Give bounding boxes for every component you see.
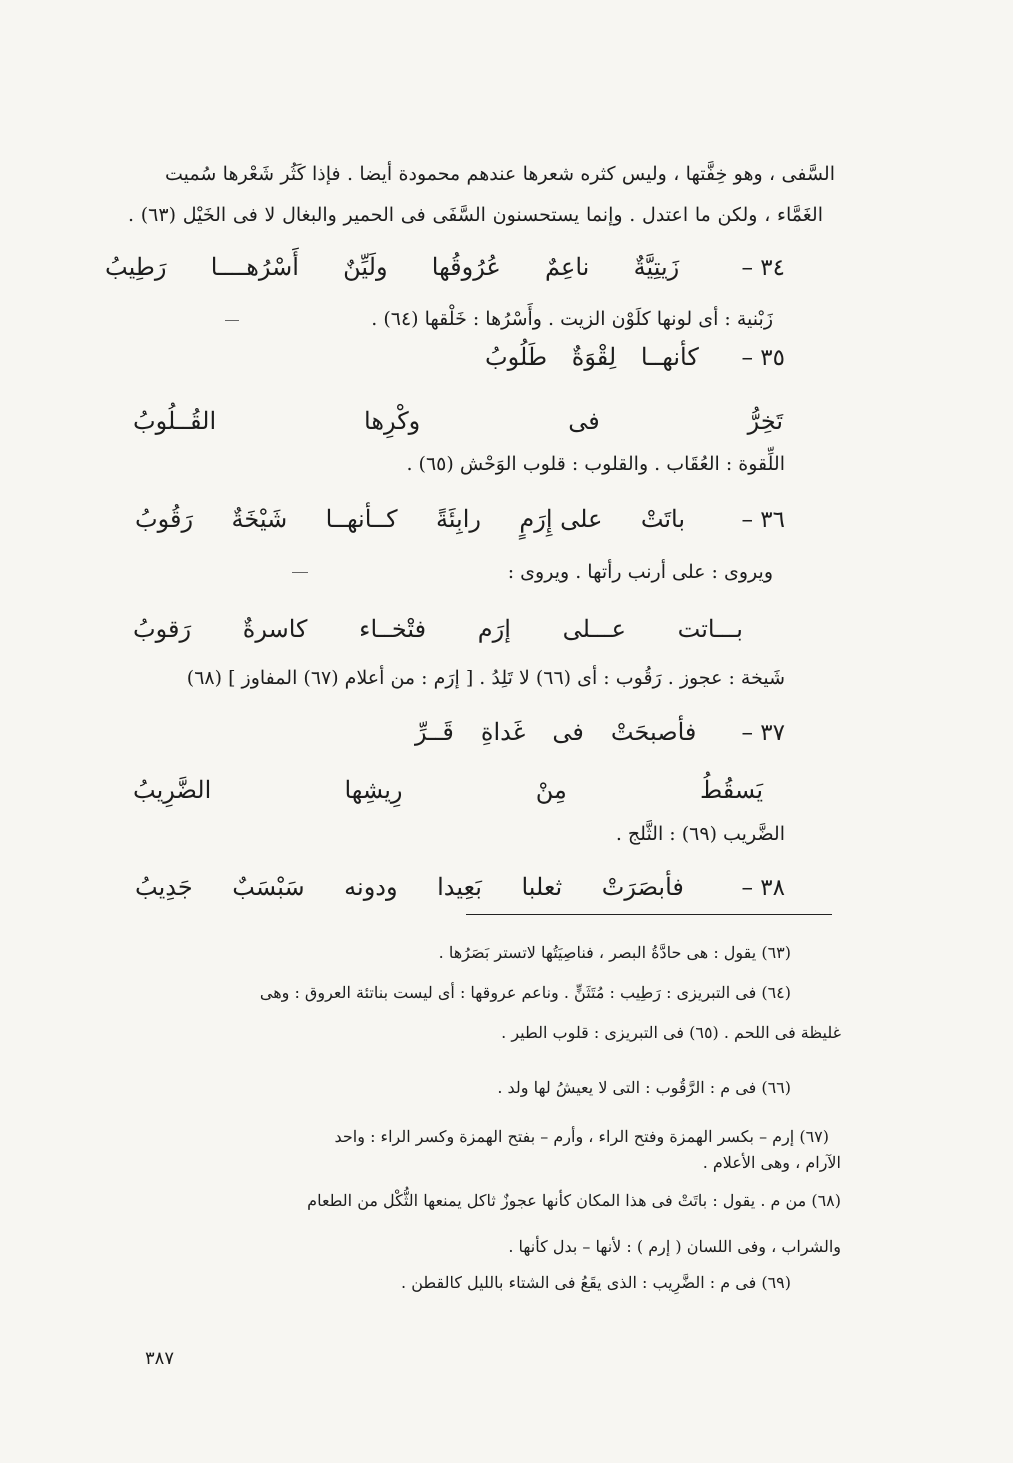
verse-word: جَدِيبُ	[135, 873, 193, 901]
footnote: (٦٨) من م . يقول : باتَتْ فى هذا المكان كأنها عجوزٌ ثاكل يمنعها الثُّكْل من الطعام	[307, 1191, 841, 1210]
verse-36-variant	[133, 612, 743, 646]
verse-word: عُرُوقُها	[431, 253, 501, 281]
verse-word: فتْخــاء	[359, 615, 427, 643]
text-line: ويروى : على أرنب رأتها . ويروى :	[507, 561, 773, 583]
verse-number: ٣٧ –	[741, 720, 785, 746]
verse-word: رَقُوبُ	[135, 505, 194, 533]
verse-word: وكْرِها	[364, 407, 421, 435]
text-line: السَّفى ، وهو خِفَّتها ، وليس كثره شعرها عندهم محمودة أيضا . فإذا كَثُر شَعْرها سُميت	[165, 163, 835, 185]
verse-word: فى	[552, 718, 584, 746]
verse-word: ناعِمٌ	[545, 253, 590, 281]
verse-word: بَعِيدا	[437, 873, 482, 901]
verse-word: القُــلُوبُ	[133, 407, 217, 435]
verse-word: غَداةِ	[480, 718, 526, 746]
verse-word: رابِئَةً	[435, 505, 481, 533]
verse-35-second	[133, 404, 783, 438]
verse-37-first	[415, 715, 785, 750]
page-number: ٣٨٧	[145, 1348, 175, 1369]
verse-word: رَقوبُ	[133, 615, 192, 643]
text-line: الضَّريب (٦٩) : الثَّلج .	[615, 823, 785, 845]
verse-number: ٣٨ –	[741, 875, 785, 901]
text-line: زَبْنية : أى لونها كلَوْن الزيت . وأَسْرُها : خَلْقها (٦٤) .	[371, 308, 773, 330]
footnote: (٦٤) فى التبريزى : رَطِيب : مُتَثَنٍّ . وناعم عروقها : أى ليست بناتئة العروق : وهى	[259, 983, 791, 1002]
verse-number: ٣٤ –	[741, 255, 785, 281]
footnote: (٦٦) فى م : الرَّقُوب : التى لا يعيشُ لها ولد .	[497, 1078, 791, 1097]
verse-word: طَلُوبُ	[485, 343, 548, 371]
text-line: الغَمَّاء ، ولكن ما اعتدل . وإنما يستحسنون السَّفَى فى الحمير والبغال لا فى الخَيْل (٦٣) .	[128, 204, 823, 226]
verse-word: ولَيِّنٌ	[343, 253, 388, 281]
footnote: (٦٧) إرم – بكسر الهمزة وفتح الراء ، وأرم – بفتح الهمزة وكسر الراء : واحد	[334, 1127, 829, 1146]
verse-word: ثعلبا	[521, 873, 563, 901]
footnote: والشراب ، وفى اللسان ( إرم ) : لأنها – بدل كأنها .	[508, 1237, 841, 1256]
verse-37-second	[133, 773, 763, 807]
footnote: الآرام ، وهى الأعلام .	[702, 1153, 841, 1172]
verse-word: كاسرةٌ	[242, 615, 308, 643]
verse-word: شَيْخَةٌ	[231, 505, 288, 533]
footnote: (٦٣) يقول : هى حادَّةُ البصر ، فناصِيَتُها لاتستر بَصَرُها .	[438, 943, 791, 962]
dash-mark	[292, 572, 308, 573]
verse-word: يَسقُطُ	[699, 776, 763, 804]
footnote: غليظة فى اللحم . (٦٥) فى التبريزى : قلوب الطير .	[501, 1023, 841, 1042]
verse-word: بـــاتت	[677, 615, 743, 643]
verse-number: ٣٦ –	[741, 507, 785, 533]
verse-word: باتَتْ	[640, 505, 686, 533]
text-line: اللِّقوة : العُقَاب . والقلوب : قلوب الوَحْش (٦٥) .	[406, 453, 785, 475]
verse-word: إرَم	[477, 615, 511, 643]
verse-word: على إِرَمٍ	[519, 505, 603, 533]
verse-word: رَطِيبُ	[105, 253, 167, 281]
verse-word: كأنهــا	[640, 343, 699, 371]
verse-word: قَــرِّ	[415, 718, 454, 746]
verse-word: زَيتِيَّةٌ	[633, 253, 680, 281]
verse-word: تَخِرُّ	[747, 407, 783, 435]
verse-word: رِيشِها	[344, 776, 403, 804]
verse-35-first	[485, 340, 785, 375]
verse-word: سَبْسَبٌ	[232, 873, 305, 901]
verse-word: فى	[568, 407, 600, 435]
verse-word: فأصبحَتْ	[610, 718, 697, 746]
verse-34	[105, 250, 785, 285]
verse-38	[135, 870, 785, 905]
verse-number: ٣٥ –	[741, 345, 785, 371]
footnote: (٦٩) فى م : الضَّرِيب : الذى يقَعُ فى الشتاء بالليل كالقطن .	[401, 1273, 791, 1292]
verse-word: مِنْ	[535, 776, 567, 804]
verse-word: عـــلى	[562, 615, 626, 643]
dash-mark	[225, 320, 239, 321]
verse-word: ودونه	[344, 873, 398, 901]
verse-word: كــأنهــا	[325, 505, 398, 533]
verse-word: فأبصَرَتْ	[601, 873, 684, 901]
verse-word: لِقْوَةٌ	[571, 343, 617, 371]
verse-word: الضَّرِيبُ	[133, 776, 212, 804]
footnote-separator	[466, 914, 832, 915]
verse-36	[135, 502, 785, 537]
verse-word: أَسْرُهــــا	[210, 253, 299, 281]
text-line: شَيخة : عجوز . رَقُوب : أى (٦٦) لا تَلِدُ . [ إرَم : من أعلام (٦٧) المفاوز ] (٦٨)	[186, 667, 785, 689]
